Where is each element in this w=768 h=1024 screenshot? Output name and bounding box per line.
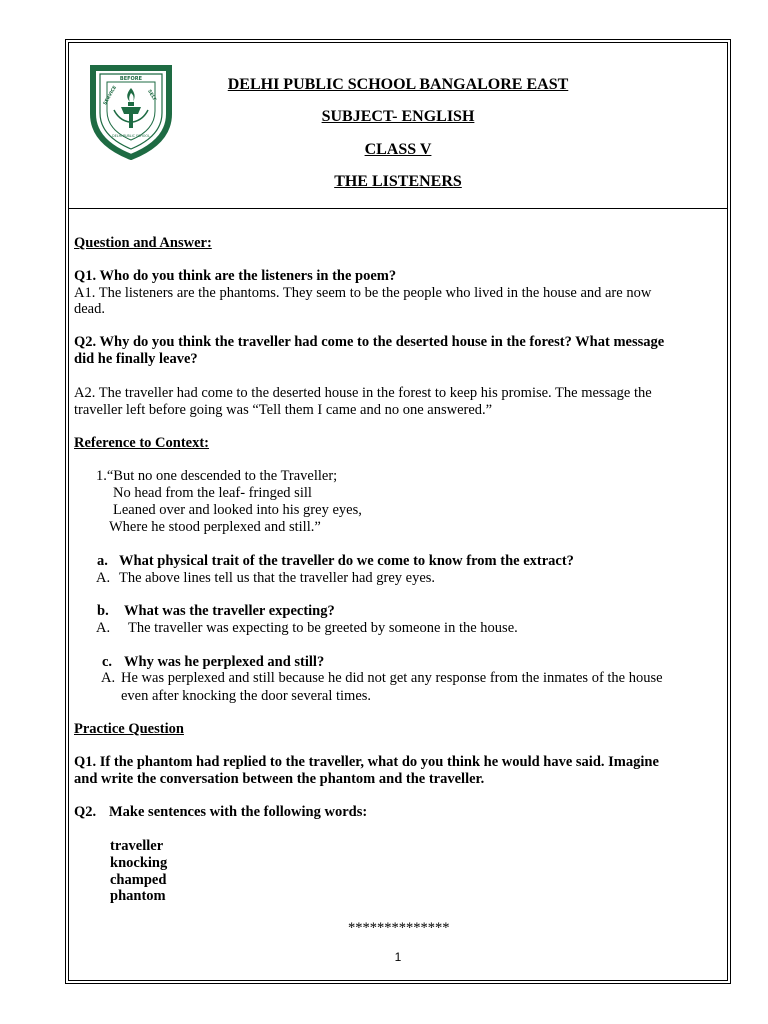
rtc-answer-b: The traveller was expecting to be greeted by someone in the house. xyxy=(128,620,518,636)
end-stars: ************** xyxy=(348,920,450,936)
answer-2-line-2: traveller left before going was “Tell them I came and no one answered.” xyxy=(74,402,493,418)
header-divider xyxy=(68,208,728,209)
practice-question-1-line-2: and write the conversation between the phantom and the traveller. xyxy=(74,771,485,787)
word-item: champed xyxy=(110,872,167,888)
qa-heading: Question and Answer: xyxy=(74,235,212,251)
question-2-line-2: did he finally leave? xyxy=(74,351,198,367)
extract-line-1: 1.“But no one descended to the Traveller; xyxy=(96,468,338,484)
rtc-question-c-marker: c. xyxy=(102,654,113,670)
class-line: CLASS V xyxy=(364,141,432,158)
svg-text:SERVICE: SERVICE xyxy=(103,85,119,107)
rtc-answer-a-marker: A. xyxy=(96,570,111,586)
rtc-question-a-marker: a. xyxy=(97,553,108,569)
svg-text:BEFORE: BEFORE xyxy=(119,76,143,82)
practice-question-2: Make sentences with the following words: xyxy=(109,804,368,820)
school-name: DELHI PUBLIC SCHOOL BANGALORE EAST xyxy=(227,76,569,93)
rtc-answer-c-marker: A. xyxy=(101,670,116,686)
subject-line: SUBJECT- ENGLISH xyxy=(321,108,475,125)
word-item: traveller xyxy=(110,838,164,854)
rtc-question-b: What was the traveller expecting? xyxy=(124,603,335,619)
rtc-question-a: What physical trait of the traveller do we come to know from the extract? xyxy=(119,553,574,569)
question-1: Q1. Who do you think are the listeners in the poem? xyxy=(74,268,397,284)
answer-2-line-1: A2. The traveller had come to the deserted house in the forest to keep his promise. The message the xyxy=(74,385,652,401)
extract-line-2: No head from the leaf- fringed sill xyxy=(113,485,312,501)
rtc-answer-c-line-2: even after knocking the door several times. xyxy=(121,688,372,704)
extract-line-4: Where he stood perplexed and still.” xyxy=(109,519,321,535)
practice-heading: Practice Question xyxy=(74,721,184,737)
rtc-heading: Reference to Context: xyxy=(74,435,210,451)
word-item: phantom xyxy=(110,888,166,904)
page-number: 1 xyxy=(394,950,402,964)
rtc-answer-a: The above lines tell us that the traveller had grey eyes. xyxy=(119,570,436,586)
svg-text:SELF: SELF xyxy=(146,89,157,103)
rtc-answer-b-marker: A. xyxy=(96,620,111,636)
school-logo xyxy=(89,62,173,160)
practice-question-1-line-1: Q1. If the phantom had replied to the traveller, what do you think he would have said. Imagine xyxy=(74,754,659,770)
document-title: THE LISTENERS xyxy=(334,173,462,190)
extract-line-3: Leaned over and looked into his grey eyes, xyxy=(113,502,362,518)
answer-1-line-2: dead. xyxy=(74,301,105,317)
word-item: knocking xyxy=(110,855,168,871)
rtc-question-b-marker: b. xyxy=(97,603,109,619)
practice-question-2-label: Q2. xyxy=(74,804,97,820)
rtc-answer-c-line-1: He was perplexed and still because he did not get any response from the inmates of the house xyxy=(121,670,663,686)
question-2-line-1: Q2. Why do you think the traveller had come to the deserted house in the forest? What message xyxy=(74,334,665,350)
answer-1-line-1: A1. The listeners are the phantoms. They seem to be the people who lived in the house and are now xyxy=(74,285,652,301)
rtc-question-c: Why was he perplexed and still? xyxy=(124,654,325,670)
svg-text:DELHI PUBLIC SCHOOL: DELHI PUBLIC SCHOOL xyxy=(112,134,150,138)
